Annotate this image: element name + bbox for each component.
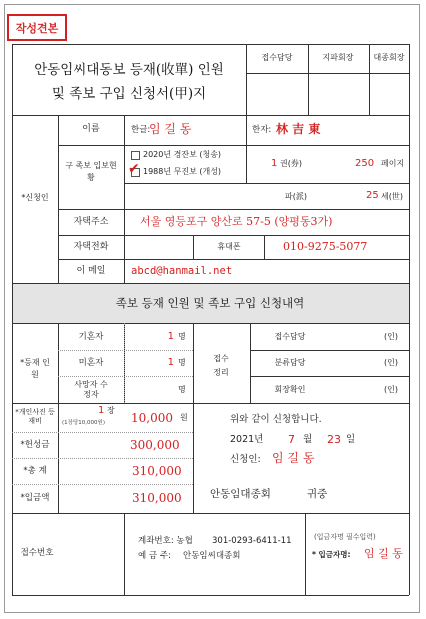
photo-amount: 10,000 [131, 411, 173, 425]
volume-unit: 권(券) [280, 159, 302, 168]
depositor-note: (입금자명 필수입력) [314, 533, 376, 541]
receipt-number-label: 접수번호 [20, 548, 54, 558]
classification-clerk-label: 분류담당 [274, 358, 306, 367]
declaration-applicant-label: 신청인: [230, 454, 261, 465]
reception-clerk-seal: (인) [384, 332, 398, 341]
applicant-section-label: *신청인 [21, 193, 49, 202]
purchase-status-label: 구 족보 입보현황 [65, 161, 117, 182]
approval-reception: 접수담당 [261, 53, 293, 62]
depositor-label: * 입금자명: [312, 550, 351, 559]
donation-amount: 300,000 [130, 438, 180, 452]
declaration-statement: 위와 같이 신청합니다. [230, 414, 322, 425]
unmarried-count: 1 [167, 357, 174, 368]
declaration-year: 2021년 [230, 434, 264, 445]
email-label: 이 메일 [76, 266, 106, 276]
photo-fee-label: *개인사진 등재비 [15, 408, 55, 426]
donation-label: *헌성금 [20, 440, 50, 450]
edition-2020-label: 2020년 경잔보 (청송) [143, 150, 222, 159]
married-label: 기혼자 [78, 332, 104, 342]
photo-won: 원 [180, 413, 188, 422]
deceased-unit: 명 [178, 385, 186, 394]
photo-unit: 장 [107, 406, 115, 415]
section-heading: 족보 등재 인원 및 족보 구입 신청내역 [115, 296, 305, 310]
korean-name-label: 한글: [131, 125, 151, 135]
declaration-day-unit: 일 [346, 434, 356, 445]
generation-unit: 세(世) [381, 192, 403, 201]
total-label: *총 계 [23, 466, 47, 476]
form-title-line1: 안동임씨대동보 등재(收單) 인원 [34, 62, 224, 78]
approval-chairman: 대종회장 [373, 53, 405, 62]
account-label: 계좌번호: 농협 [138, 536, 193, 546]
generation-value: 25 [366, 190, 379, 201]
email-value: abcd@hanmail.net [131, 265, 233, 277]
deposit-amount: 310,000 [132, 491, 182, 505]
deceased-label: 사망자 수정자 [74, 380, 108, 400]
approval-branch-head: 지파회장 [322, 53, 354, 62]
korean-name-value: 임 길 동 [149, 122, 192, 136]
mobile-value: 010-9275-5077 [283, 240, 368, 253]
deposit-label: *입금액 [20, 493, 50, 503]
address-value: 서울 영등포구 양산로 57-5 (양평동3가) [140, 215, 333, 228]
volume-count: 1 [271, 158, 278, 169]
unmarried-label: 미혼자 [78, 358, 104, 368]
edition-1988-label: 1988년 무진보 (개성) [143, 167, 222, 176]
sample-stamp: 작성견본 [7, 14, 67, 41]
declaration-month-unit: 월 [303, 434, 313, 445]
recipient-honorific: 귀중 [307, 488, 328, 500]
declaration-day: 23 [327, 433, 341, 446]
reception-clerk-label: 접수담당 [274, 332, 306, 341]
declaration-applicant-name: 임 길 동 [272, 451, 315, 465]
declaration-month: 7 [288, 433, 295, 446]
photo-count: 1 [98, 405, 105, 416]
branch-label: 파(派) [285, 192, 307, 201]
page-count: 250 [355, 158, 375, 169]
reception-label: 접수 정리 [213, 354, 229, 377]
classification-clerk-seal: (인) [384, 358, 398, 367]
holder-name: 안동임씨대종회 [183, 551, 241, 561]
recipient-name: 안동임대종회 [210, 488, 271, 500]
depositor-name: 임 길 동 [364, 547, 403, 560]
chairman-confirm-label: 회장확인 [274, 385, 306, 394]
account-number: 301-0293-6411-11 [212, 536, 292, 546]
form-title-line2: 및 족보 구입 신청서(甲)지 [51, 86, 207, 102]
phone-label: 자택전화 [73, 242, 109, 252]
hanja-name-value: 林 吉 東 [276, 122, 321, 136]
holder-label: 예 금 주: [138, 551, 171, 561]
registration-label: *등재 인원 [20, 358, 50, 380]
unmarried-unit: 명 [178, 358, 186, 367]
name-label: 이름 [82, 124, 100, 134]
edition-2020-checkbox[interactable] [131, 151, 140, 160]
check-mark-icon: ✔ [128, 161, 140, 177]
mobile-label: 휴대폰 [217, 242, 241, 251]
address-label: 자택주소 [73, 217, 109, 227]
hanja-name-label: 한자: [252, 125, 272, 135]
married-count: 1 [167, 331, 174, 342]
chairman-confirm-seal: (인) [384, 385, 398, 394]
married-unit: 명 [178, 332, 186, 341]
photo-note: (1장당10,000원) [62, 420, 105, 426]
total-amount: 310,000 [132, 464, 182, 478]
page-unit: 페이지 [381, 159, 405, 168]
